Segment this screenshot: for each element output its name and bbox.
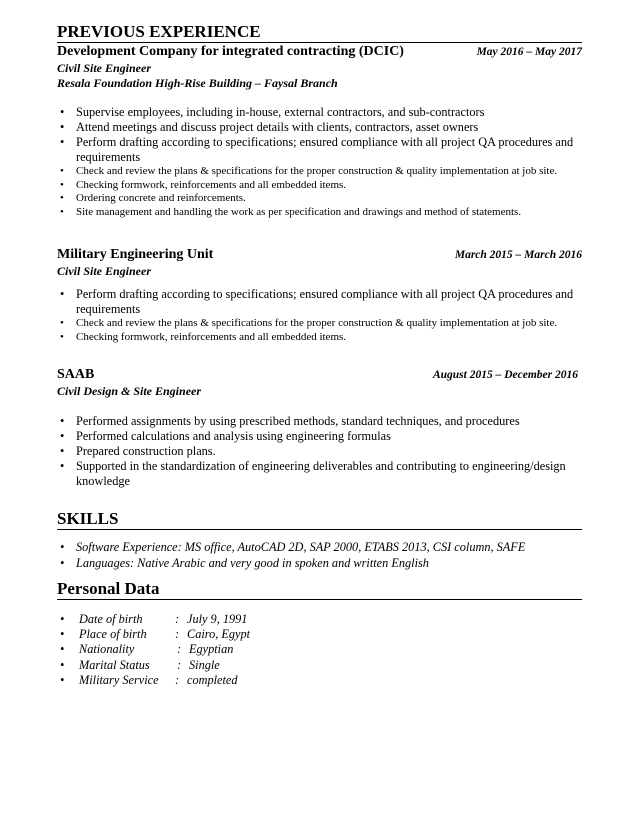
job-header [57,246,582,264]
field-separator: : [175,611,180,626]
job-dates: March 2015 – March 2016 [454,248,582,261]
list-item: • Checking formwork, reinforcements and all embedded items. [57,331,582,345]
job-role: Civil Site Engineer [57,263,152,278]
list-item: • Performed assignments by using prescribed methods, standard techniques, and procedures [57,414,582,429]
job-military-engineering [57,246,582,344]
field-separator: : [175,627,180,642]
field-value: July 9, 1991 [187,611,248,626]
list-item: • Perform drafting according to specifications; ensured compliance with all project QA procedures and requirements [57,135,582,165]
job-role: Civil Design & Site Engineer [57,384,202,399]
list-item: • Checking formwork, reinforcements and all embedded items. [57,179,582,193]
field-value: Cairo, Egypt [187,627,251,642]
job-bullets [57,287,582,344]
field-label: Nationality [79,642,135,657]
job-dates: May 2016 – May 2017 [476,46,582,58]
list-item [57,673,582,688]
job-saab [57,366,582,489]
section-title-personal-data: Personal Data [57,579,582,600]
field-label: Military Service [79,673,159,687]
list-item: • Check and review the plans & specifications for the proper construction & quality implementation at job site. [57,165,582,179]
company-name: Development Company for integrated contracting (DCIC) [57,44,404,59]
field-separator: : [177,642,182,657]
section-title-previous-experience: PREVIOUS EXPERIENCE [57,22,582,43]
list-item: • Languages: Native Arabic and very good in spoken and written English [57,556,582,571]
list-item: • Site management and handling the work as per specification and drawings and method of statements. [57,206,582,220]
job-bullets [57,414,582,489]
list-item: • Performed calculations and analysis using engineering formulas [57,429,582,444]
field-label: Date of birth [79,611,143,626]
field-label: Place of birth [79,627,147,642]
job-header [57,43,582,61]
job-dcic [57,43,582,220]
job-role: Civil Site Engineer [57,61,152,75]
list-item: • Check and review the plans & specifications for the proper construction & quality implementation at job site. [57,317,582,331]
list-item [57,658,582,673]
list-item: • Software Experience: MS office, AutoCAD 2D, SAP 2000, ETABS 2013, CSI column, SAFE [57,540,582,555]
list-item [57,642,582,657]
field-value: Egyptian [189,642,234,657]
list-item: • Attend meetings and discuss project details with clients, contractors, asset owners [57,120,582,135]
field-label: Marital Status [79,657,150,672]
list-item: • Supervise employees, including in-house, external contractors, and sub-contractors [57,105,582,120]
skills-list [57,540,582,571]
field-value: Single [189,657,220,672]
section-title-skills: SKILLS [57,509,582,530]
job-dates: August 2015 – December 2016 [432,369,578,382]
list-item: • Ordering concrete and reinforcements. [57,192,582,206]
list-item: • Prepared construction plans. [57,444,582,459]
job-header [57,366,582,384]
field-separator: : [175,673,180,687]
company-name: SAAB [57,367,95,383]
field-value: completed [187,673,238,687]
list-item [57,627,582,642]
resume-page [57,22,582,688]
list-item: • Perform drafting according to specifications; ensured compliance with all project QA procedures and requirements [57,287,582,317]
list-item: • Supported in the standardization of engineering deliverables and contributing to engineering/design knowledge [57,459,582,489]
list-item [57,612,582,627]
job-bullets [57,105,582,220]
personal-data-list [57,612,582,688]
field-separator: : [177,657,182,672]
job-project: Resala Foundation High-Rise Building – Faysal Branch [57,76,338,90]
company-name: Military Engineering Unit [57,246,214,262]
